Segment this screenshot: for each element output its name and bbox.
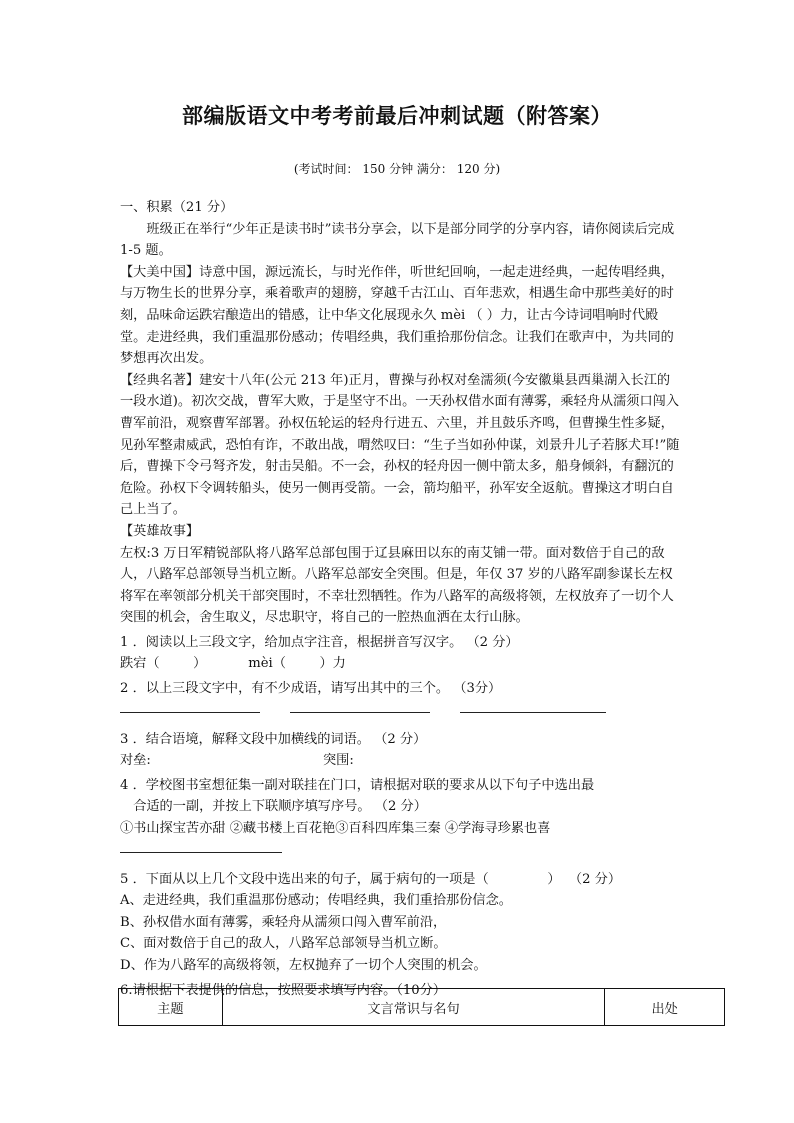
intro-paragraph: 班级正在举行“少年正是读书时”读书分享会，以下是部分同学的分享内容，请你阅读后完成 1-5 题。 (120, 221, 675, 259)
page-title: 部编版语文中考考前最后冲刺试题（附答案） (182, 104, 612, 128)
question-1: 1 ．阅读以上三段文字，给加点字注音，根据拼音写汉字。 （2 分） (120, 634, 519, 650)
question-4-line-2: 合适的一副，并按上下联顺序填写序号。 （2 分） (133, 799, 427, 815)
term-duilei: 对垒: (120, 753, 151, 769)
answer-line-2[interactable] (290, 712, 430, 713)
passage-hero: 左权:3 万日军精锐部队将八路军总部包围于辽县麻田以东的南艾铺一带。面对数倍于自己的敌人，八路军总部领导当机立断。八路军总部安全突围。但是，年仅 37 岁的八路军副参谋长左权将军在率领部分机关干部突围时，不幸壮烈牺牲。作为八路军的高级将领，左权放弃了一切个人突围的机会，舍生取义，尽忠职守，将自己的一腔热血洒在太行山脉。 (120, 545, 674, 626)
question-1-answer-line: 跌宕（ ） mèi（ ）力 (120, 656, 346, 672)
exam-content (120, 197, 680, 1001)
question-3: 3 ．结合语境，解释文段中加横线的词语。 （2 分） (120, 731, 427, 747)
question-4-line-1: 4 ．学校图书室想征集一副对联挂在门口，请根据对联的要求从以下句子中选出最 (120, 777, 595, 793)
section-heading: 一、积累（21 分） (120, 200, 234, 215)
table-header-source: 出处 (605, 989, 725, 1026)
question-5-option-c[interactable]: C、面对数倍于自己的敌人，八路军总部领导当机立断。 (120, 936, 447, 952)
question-5-option-b[interactable]: B、孙权借水面有薄雾，乘轻舟从濡须口闯入曹军前沿， (120, 914, 447, 930)
exam-info: (考试时间： 150 分钟 满分： 120 分) (293, 162, 501, 176)
question-4-options: ①书山探宝苦亦甜 ②藏书楼上百花艳③百科四库集三秦 ④学海寻珍累也喜 (120, 821, 551, 837)
question-2-answer-lines[interactable] (120, 700, 680, 726)
question-6: 6.请根据下表提供的信息，按照要求填写内容。（10分） (120, 982, 447, 998)
question-5: 5 ．下面从以上几个文段中选出来的句子，属于病句的一项是（ ） （2 分） (120, 871, 622, 887)
answer-line-1[interactable] (120, 712, 260, 713)
question-5-option-d[interactable]: D、作为八路军的高级将领，左权抛弃了一切个人突围的机会。 (120, 958, 487, 973)
passage-hero-heading: 【英雄故事】 (120, 523, 200, 539)
passage-classics: 【经典名著】建安十八年(公元 213 年)正月，曹操与孙权对垒濡须(今安徽巢县西巢湖入长江的一段水道)。初次交战，曹军大败，于是坚守不出。一天孙权借水面有薄雾，乘轻舟从濡须口闯入曹军前沿，观察曹军部署。孙权伍轮运的轻舟行进五、六里，并且鼓乐齐鸣，但曹操生性多疑，见孙军整肃威武，恐怕有诈，不敢出战，喟然叹曰：“生子当如孙仲谋，刘景升儿子若豚犬耳!”随后，曹操下令弓弩齐发，射击吴船。不一会，孙权的轻舟因一侧中箭太多，船身倾斜，有翻沉的危险。孙权下令调转船头，使另一侧再受箭。一会，箭均船平，孙军安全返航。曹操这才明白自己上当了。 (120, 372, 680, 518)
table-header-theme: 主题 (119, 989, 223, 1026)
question-4-answer-line[interactable] (120, 840, 680, 866)
question-2: 2 ．以上三段文字中，有不少成语，请写出其中的三个。 （3分） (120, 681, 502, 697)
answer-line-3[interactable] (460, 712, 606, 713)
question-3-terms (120, 750, 680, 772)
table-header-row (119, 989, 725, 1026)
answer-line-q4[interactable] (120, 852, 282, 853)
table-header-knowledge: 文言常识与名句 (222, 989, 605, 1026)
term-tuwei: 突围: (323, 753, 354, 769)
passage-china: 【大美中国】诗意中国，源远流长，与时光作伴，听世纪回响，一起走进经典，一起传唱经典，与万物生长的世界分享，乘着歌声的翅膀，穿越千古江山、百年悲欢，相遇生命中那些美好的时刻，品味命运跌宕酿造出的错感，让中华文化展现永久 mèi （ ）力，让古今诗词唱响时代殿堂。走进经典，我们重温那份感动；传唱经典，我们重拾那份信念。让我们在歌声中，为共同的梦想再次出发。 (120, 264, 674, 367)
question-5-option-a[interactable]: A、走进经典，我们重温那份感动；传唱经典，我们重拾那份信念。 (120, 893, 512, 909)
info-table (118, 988, 725, 1026)
